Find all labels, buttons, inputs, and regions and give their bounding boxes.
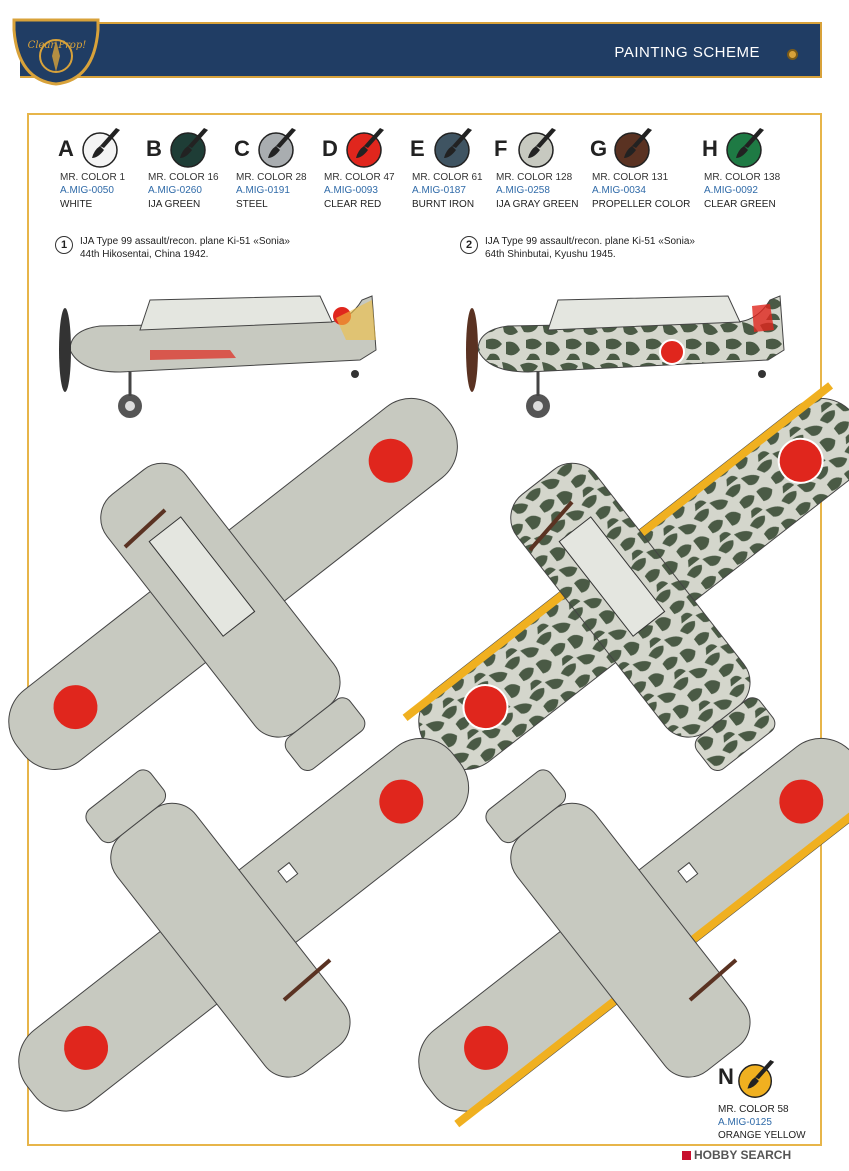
amig-code: A.MIG-0260 bbox=[148, 185, 202, 196]
amig-code: A.MIG-0050 bbox=[60, 185, 114, 196]
top-view-scheme-1 bbox=[0, 303, 566, 903]
color-name: IJA GREEN bbox=[148, 199, 201, 210]
side-view-scheme-2 bbox=[466, 296, 784, 418]
amig-code: A.MIG-0258 bbox=[496, 185, 550, 196]
amig-code: A.MIG-0093 bbox=[324, 185, 378, 196]
color-name: CLEAR RED bbox=[324, 199, 382, 210]
color-name: PROPELLER COLOR bbox=[592, 199, 691, 210]
color-name: STEEL bbox=[236, 199, 268, 210]
scheme-number: 1 bbox=[55, 236, 73, 254]
swatch-letter: A bbox=[58, 136, 74, 161]
amig-code: A.MIG-0034 bbox=[592, 185, 646, 196]
mr-code: MR. COLOR 58 bbox=[718, 1104, 789, 1115]
mr-code: MR. COLOR 138 bbox=[704, 172, 781, 183]
mr-code: MR. COLOR 61 bbox=[412, 172, 483, 183]
page-title: PAINTING SCHEME bbox=[614, 44, 760, 61]
color-name: CLEAR GREEN bbox=[704, 199, 776, 210]
scheme-unit: 64th Shinbutai, Kyushu 1945. bbox=[485, 249, 616, 260]
swatch-letter: N bbox=[718, 1064, 734, 1089]
amig-code: A.MIG-0187 bbox=[412, 185, 466, 196]
mr-code: MR. COLOR 1 bbox=[60, 172, 126, 183]
scheme-title: IJA Type 99 assault/recon. plane Ki-51 «Sonia» bbox=[80, 236, 290, 247]
mr-code: MR. COLOR 47 bbox=[324, 172, 395, 183]
swatch-n bbox=[718, 1060, 828, 1140]
scheme-title: IJA Type 99 assault/recon. plane Ki-51 «Sonia» bbox=[485, 236, 695, 247]
color-name: ORANGE YELLOW bbox=[718, 1130, 806, 1141]
swatch-letter: H bbox=[702, 136, 718, 161]
swatch-letter: F bbox=[494, 136, 508, 161]
swatch-letter: E bbox=[410, 136, 425, 161]
swatch-letter: C bbox=[234, 136, 250, 161]
mr-code: MR. COLOR 16 bbox=[148, 172, 219, 183]
swatch-letter: G bbox=[590, 136, 608, 161]
amig-code: A.MIG-0092 bbox=[704, 185, 758, 196]
side-view-scheme-1 bbox=[59, 296, 376, 418]
amig-code: A.MIG-0125 bbox=[718, 1117, 772, 1128]
mr-code: MR. COLOR 128 bbox=[496, 172, 573, 183]
watermark-logo-icon bbox=[682, 1151, 691, 1160]
color-name: BURNT IRON bbox=[412, 199, 475, 210]
logo-text: Clear Prop! bbox=[27, 40, 87, 51]
watermark bbox=[682, 1148, 791, 1162]
swatch-letter: D bbox=[322, 136, 338, 161]
color-name: WHITE bbox=[60, 199, 93, 210]
paint-brush-icon bbox=[736, 1060, 778, 1102]
amig-code: A.MIG-0191 bbox=[236, 185, 290, 196]
scheme-unit: 44th Hikosentai, China 1942. bbox=[80, 249, 209, 260]
swatch-letter: B bbox=[146, 136, 162, 161]
watermark-text: HOBBY SEARCH bbox=[694, 1148, 792, 1162]
mr-code: MR. COLOR 131 bbox=[592, 172, 669, 183]
scheme-number: 2 bbox=[460, 236, 478, 254]
color-name: IJA GRAY GREEN bbox=[496, 199, 579, 210]
mr-code: MR. COLOR 28 bbox=[236, 172, 307, 183]
